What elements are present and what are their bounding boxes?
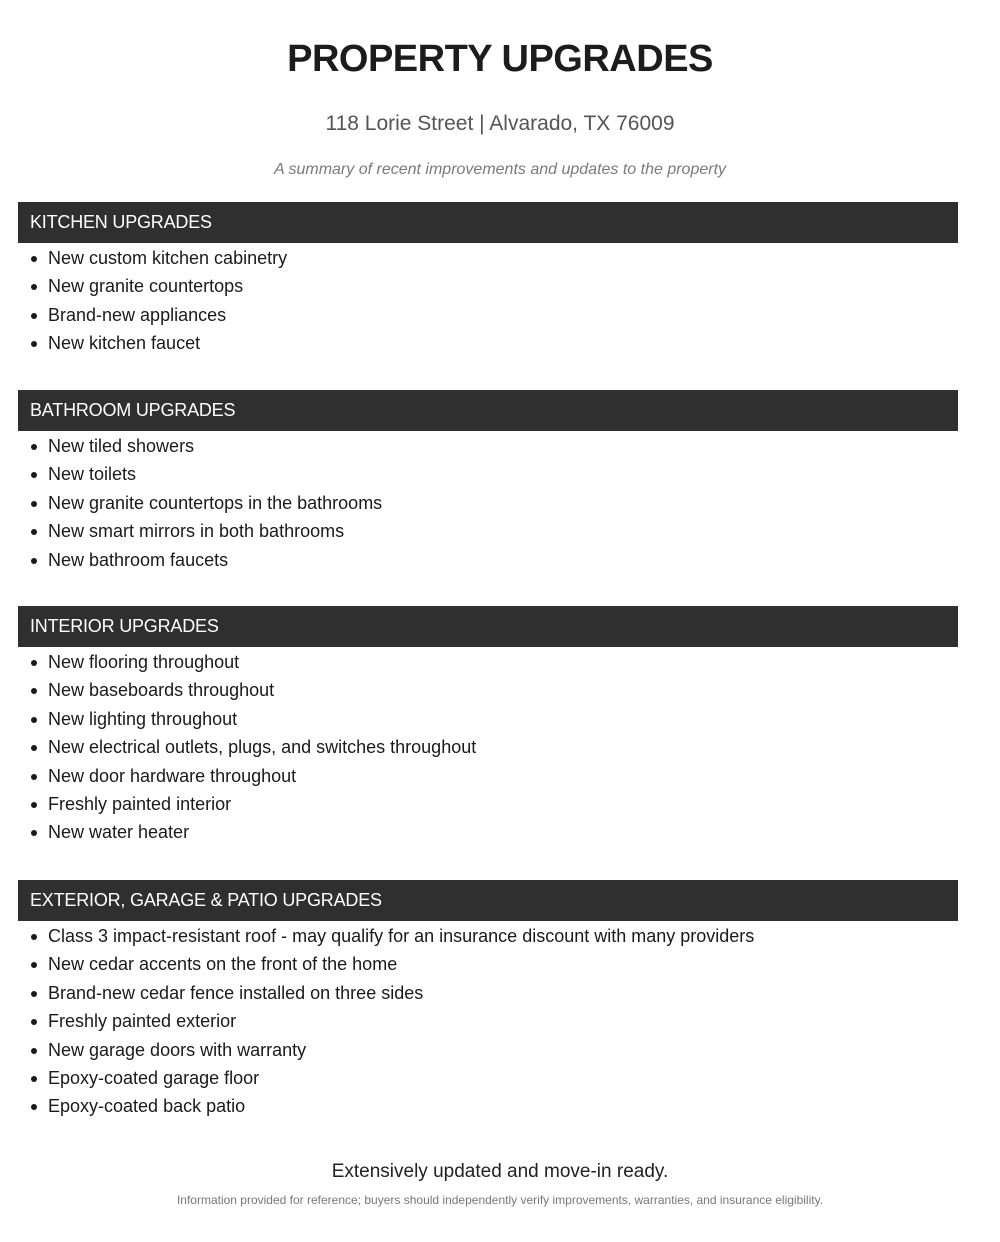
- list-item: [18, 244, 958, 272]
- section-heading: KITCHEN UPGRADES: [18, 202, 958, 243]
- list-item: [18, 329, 958, 357]
- bullet-icon: [31, 1076, 37, 1082]
- section-exterior: [18, 880, 958, 1121]
- bullet-icon: [31, 313, 37, 319]
- list-item: [18, 460, 958, 488]
- bullet-icon: [31, 1048, 37, 1054]
- bullet-icon: [31, 501, 37, 507]
- list-item: [18, 979, 958, 1007]
- bullet-icon: [31, 284, 37, 290]
- upgrade-list: [18, 244, 958, 358]
- bullet-icon: [31, 774, 37, 780]
- list-item-text: New granite countertops: [48, 276, 244, 297]
- list-item-text: Epoxy-coated back patio: [48, 1096, 246, 1117]
- section-heading: BATHROOM UPGRADES: [18, 390, 958, 431]
- page-title: PROPERTY UPGRADES: [287, 38, 713, 80]
- bullet-icon: [31, 717, 37, 723]
- list-item: [18, 676, 958, 704]
- list-item-text: New electrical outlets, plugs, and switches throughout: [48, 737, 477, 758]
- bullet-icon: [31, 472, 37, 478]
- list-item: [18, 922, 958, 950]
- upgrade-list: [18, 922, 958, 1121]
- bullet-icon: [31, 688, 37, 694]
- list-item-text: New smart mirrors in both bathrooms: [48, 521, 345, 542]
- list-item: [18, 1064, 958, 1092]
- disclaimer-text: Information provided for reference; buyers should independently verify improvements, warranties, and insurance eligibility.: [176, 1193, 824, 1207]
- list-item-text: Brand-new appliances: [48, 304, 227, 325]
- bullet-icon: [31, 558, 37, 564]
- bullet-icon: [31, 341, 37, 347]
- bullet-icon: [31, 934, 37, 940]
- list-item: [18, 648, 958, 676]
- bullet-icon: [31, 745, 37, 751]
- page-summary: A summary of recent improvements and updates to the property: [273, 161, 727, 178]
- section-heading: INTERIOR UPGRADES: [18, 606, 958, 647]
- section-bathroom: [18, 390, 958, 574]
- list-item: [18, 1092, 958, 1120]
- list-item-text: New water heater: [48, 822, 190, 843]
- list-item-text: New door hardware throughout: [48, 765, 297, 786]
- bullet-icon: [31, 962, 37, 968]
- bullet-icon: [31, 1019, 37, 1025]
- list-item: [18, 733, 958, 761]
- list-item-text: New garage doors with warranty: [48, 1039, 307, 1060]
- section-kitchen: [18, 202, 958, 358]
- list-item-text: Class 3 impact-resistant roof - may qualify for an insurance discount with many providers: [48, 926, 755, 946]
- list-item: [18, 705, 958, 733]
- bullet-icon: [31, 444, 37, 450]
- upgrade-list: [18, 648, 958, 847]
- list-item: [18, 762, 958, 790]
- bullet-icon: [31, 256, 37, 262]
- bullet-icon: [31, 830, 37, 836]
- list-item: [18, 489, 958, 517]
- list-item: [18, 1007, 958, 1035]
- list-item: [18, 301, 958, 329]
- list-item: [18, 818, 958, 846]
- section-heading: EXTERIOR, GARAGE & PATIO UPGRADES: [18, 880, 958, 921]
- list-item-text: New lighting throughout: [48, 708, 238, 729]
- list-item-text: New custom kitchen cabinetry: [48, 248, 288, 268]
- bullet-icon: [31, 802, 37, 808]
- list-item-text: Freshly painted exterior: [48, 1011, 237, 1032]
- list-item-text: New toilets: [48, 464, 137, 485]
- bullet-icon: [31, 529, 37, 535]
- list-item-text: New bathroom faucets: [48, 549, 229, 570]
- list-item-text: New baseboards throughout: [48, 680, 275, 701]
- list-item-text: Brand-new cedar fence installed on three sides: [48, 982, 424, 1003]
- list-item: [18, 790, 958, 818]
- list-item: [18, 432, 958, 460]
- list-item: [18, 272, 958, 300]
- list-item-text: New tiled showers: [48, 436, 195, 456]
- list-item-text: Epoxy-coated garage floor: [48, 1067, 260, 1088]
- list-item: [18, 517, 958, 545]
- list-item-text: New granite countertops in the bathrooms: [48, 492, 383, 513]
- property-address: 118 Lorie Street | Alvarado, TX 76009: [325, 112, 675, 135]
- closing-tagline: Extensively updated and move-in ready.: [331, 1161, 669, 1182]
- list-item: [18, 950, 958, 978]
- list-item-text: New kitchen faucet: [48, 333, 201, 354]
- bullet-icon: [31, 1104, 37, 1110]
- list-item-text: Freshly painted interior: [48, 793, 232, 814]
- upgrade-list: [18, 432, 958, 574]
- list-item-text: New flooring throughout: [48, 652, 240, 672]
- list-item-text: New cedar accents on the front of the home: [48, 954, 398, 975]
- list-item: [18, 1036, 958, 1064]
- section-interior: [18, 606, 958, 847]
- bullet-icon: [31, 660, 37, 666]
- bullet-icon: [31, 991, 37, 997]
- list-item: [18, 546, 958, 574]
